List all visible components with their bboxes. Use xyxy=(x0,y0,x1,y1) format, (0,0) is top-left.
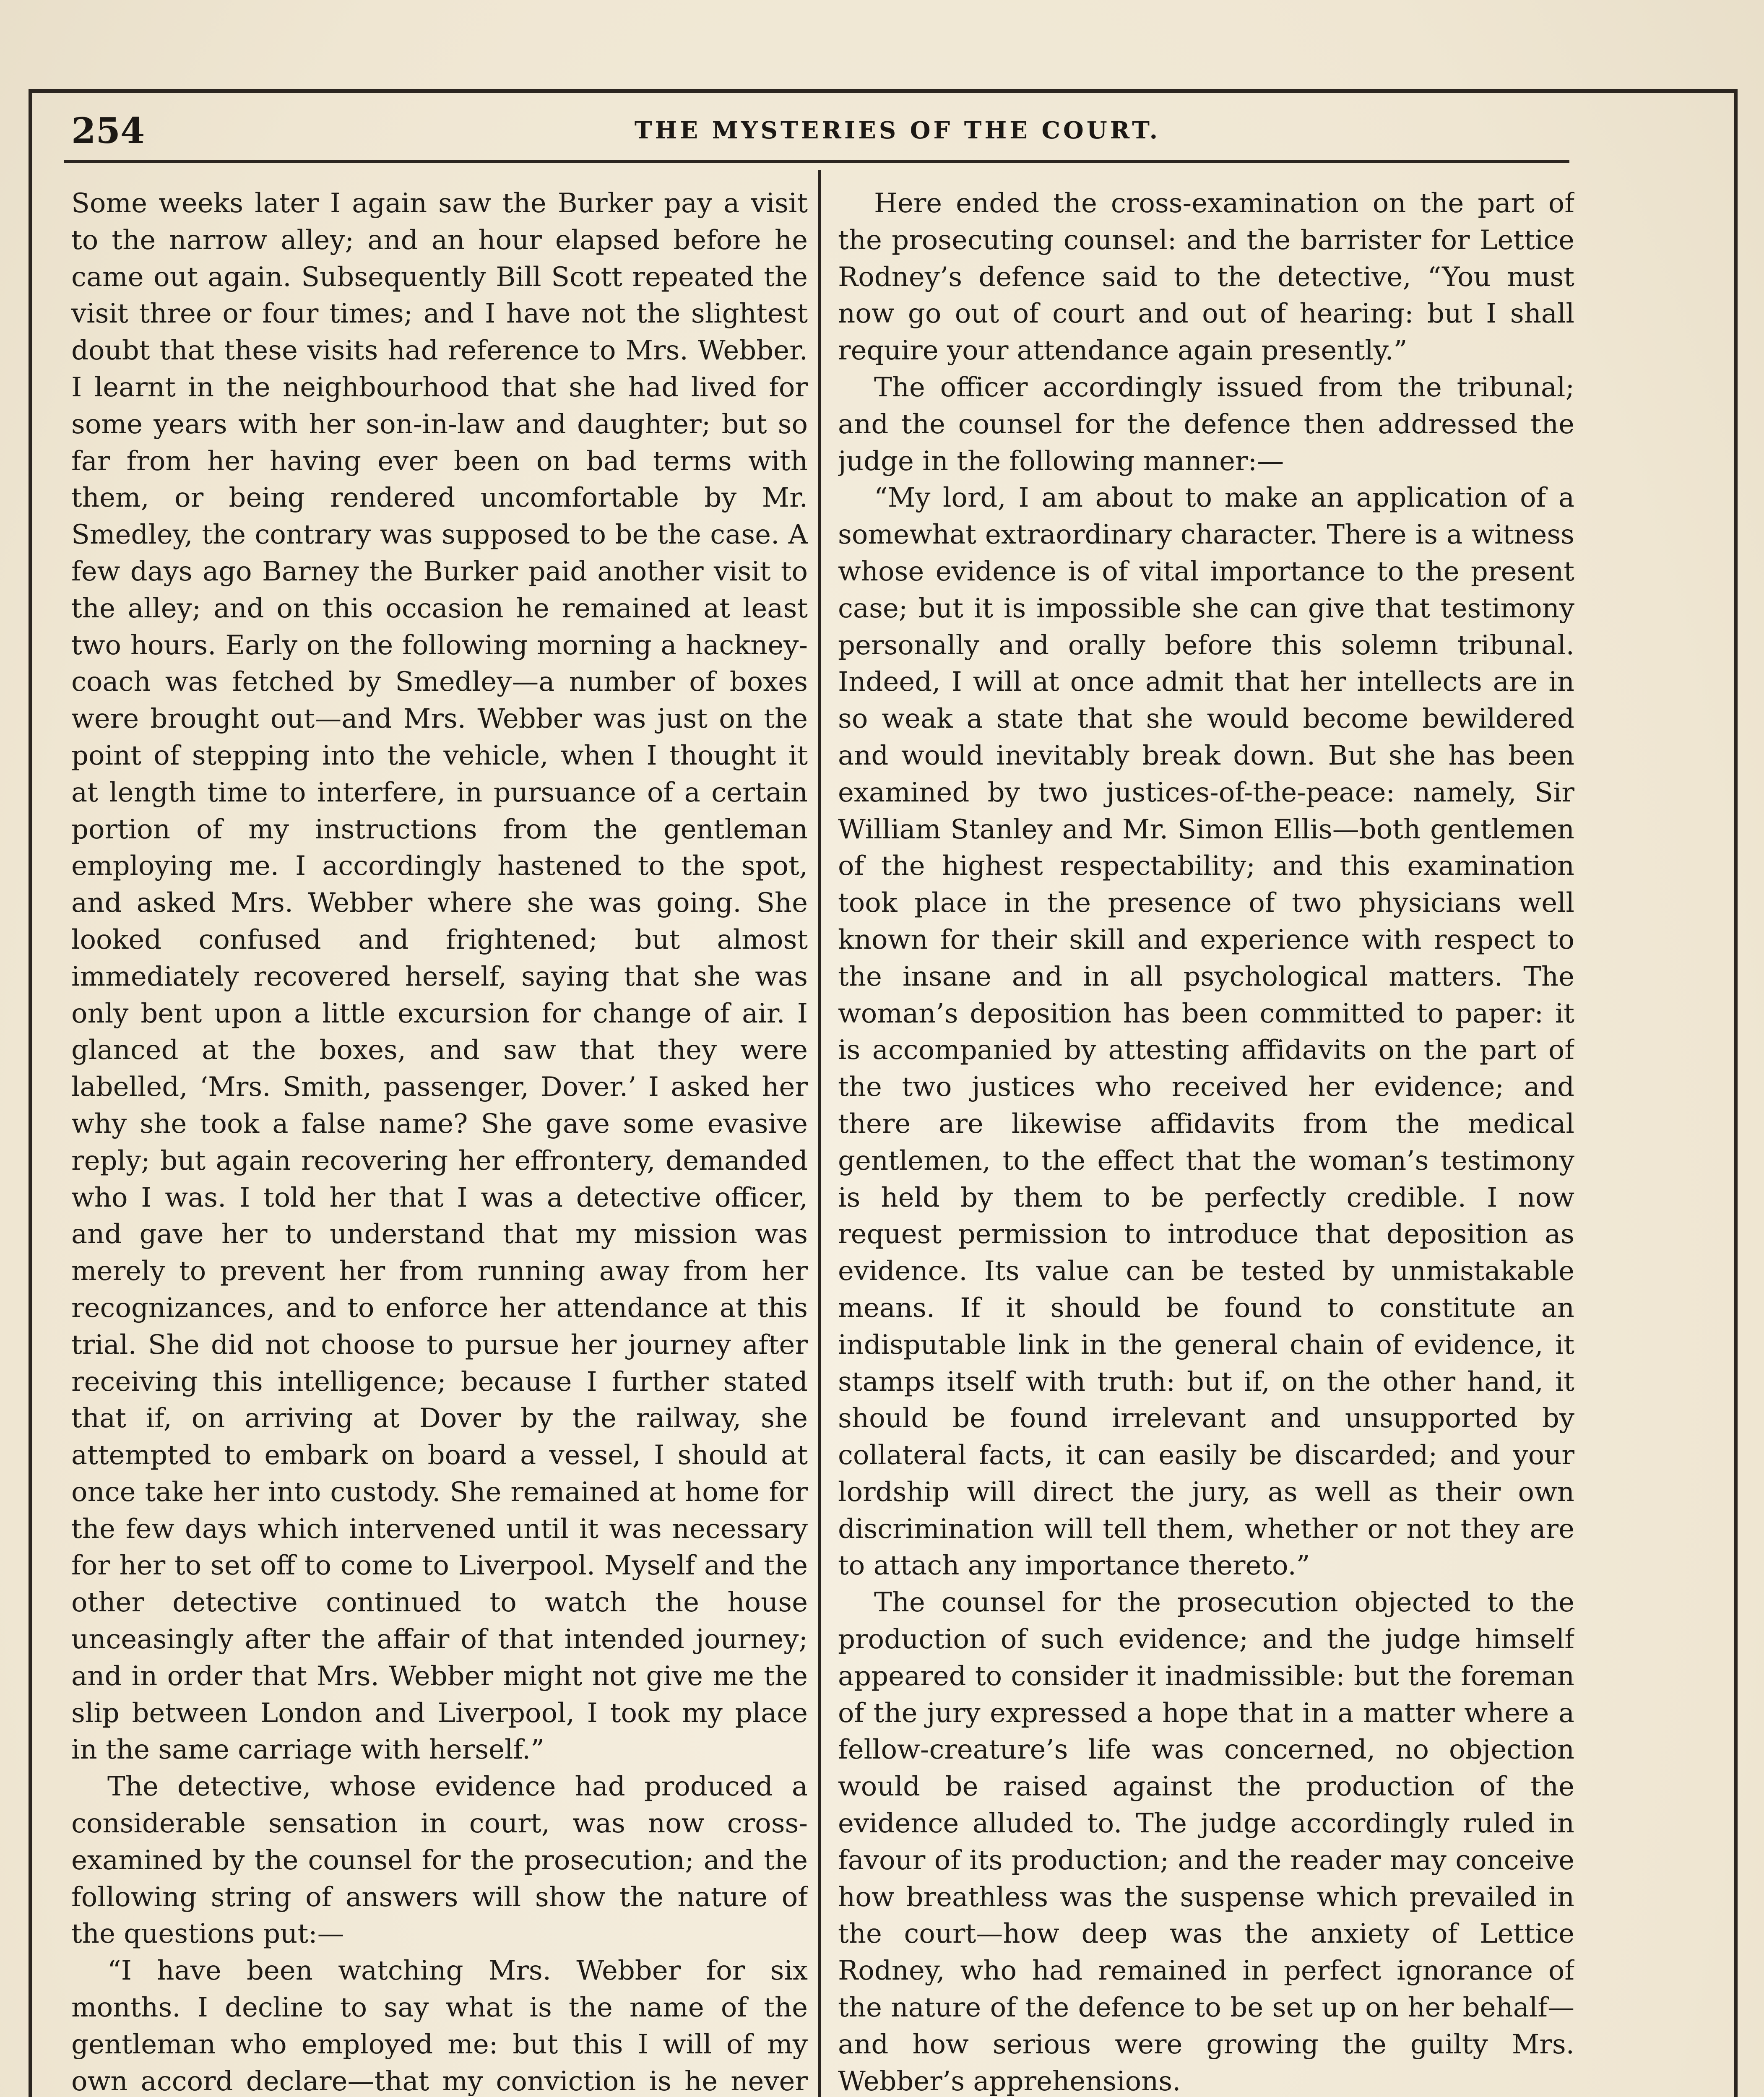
paragraph: Some weeks later I again saw the Burker pay a visit to the narrow alley; and an hour elapsed before he came out again. Subsequently Bill Scott repeated the visit three or four times; and I have not the slightest doubt that these visits had reference to Mrs. Webber. I learnt in the neighbourhood that she had lived for some years with her son-in-law and daughter; but so far from her having ever been on bad terms with them, or being rendered uncomfortable by Mr. Smedley, the contrary was supposed to be the case. A few days ago Barney the Burker paid another visit to the alley; and on this occasion he remained at least two hours. Early on the following morning a hackney-coach was fetched by Smedley—a number of boxes were brought out—and Mrs. Webber was just on the point of stepping into the vehicle, when I thought it at length time to interfere, in pursuance of a certain portion of my instructions from the gentleman employing me. I accordingly hastened to the spot, and asked Mrs. Webber where she was going. She looked confused and frightened; but almost immediately recovered herself, saying that she was only bent upon a little excursion for change of air. I glanced at the boxes, and saw that they were labelled, ‘Mrs. Smith, passenger, Dover.’ I asked her why she took a false name? She gave some evasive reply; but again recovering her effrontery, demanded who I was. I told her that I was a detective officer, and gave her to understand that my mission was merely to prevent her from running away from her recognizances, and to enforce her attendance at this trial. She did not choose to pursue her journey after receiving this intelligence; because I further stated that if, on arriving at Dover by the railway, she attempted to embark on board a vessel, I should at once take her into custody. She remained at home for the few days which intervened until it was necessary for her to set off to come to Liverpool. Myself and the other detective continued to watch the house unceasingly after the affair of that intended journey; and in order that Mrs. Webber might not give me the slip between London and Liverpool, I took my place in the same carriage with herself.” xyxy=(71,188,808,1766)
right-column xyxy=(838,185,1574,2097)
paragraph: The officer accordingly issued from the tribunal; and the counsel for the defence then addressed the judge in the following manner:— xyxy=(838,372,1574,477)
left-column xyxy=(71,185,808,2097)
header-rule xyxy=(64,160,1569,163)
page-border-left xyxy=(29,89,32,2097)
paragraph: “I have been watching Mrs. Webber for six months. I decline to say what is the name of the gentleman who employed me: but this I will of my own accord declare—that my conviction is he never xyxy=(71,1955,808,2097)
page-number: 254 xyxy=(71,110,145,151)
paragraph: The counsel for the prosecution objected to the production of such evidence; and the judge himself appeared to consider it inadmissible: but the foreman of the jury expressed a hope that in a matter where a fellow-creature’s life was concerned, no objection would be raised against the production of the evidence alluded to. The judge accordingly ruled in favour of its production; and the reader may conceive how breathless was the suspense which prevailed in the court—how deep was the anxiety of Lettice Rodney, who had remained in perfect ignorance of the nature of the defence to be set up on her behalf—and how serious were growing the guilty Mrs. Webber’s apprehensions. xyxy=(838,1587,1574,2097)
page-border-top xyxy=(29,89,1738,93)
paragraph: “My lord, I am about to make an application of a somewhat extraordinary character. There is a witness whose evidence is of vital importance to the present case; but it is impossible she can give that testimony personally and orally before this solemn tribunal. Indeed, I will at once admit that her intellects are in so weak a state that she would become bewildered and would inevitably break down. But she has been examined by two justices-of-the-peace: namely, Sir William Stanley and Mr. Simon Ellis—both gentlemen of the highest respectability; and this examination took place in the presence of two physicians well known for their skill and experience with respect to the insane and in all psychological matters. The woman’s deposition has been committed to paper: it is accompanied by attesting affidavits on the part of the two justices who received her evidence; and there are likewise affidavits from the medical gentlemen, to the effect that the woman’s testimony is held by them to be perfectly credible. I now request permission to introduce that deposition as evidence. Its value can be tested by unmistakable means. If it should be found to constitute an indisputable link in the general chain of evidence, it stamps itself with truth: but if, on the other hand, it should be found irrelevant and unsupported by collateral facts, it can easily be discarded; and your lordship will direct the jury, as well as their own discrimination will tell them, whether or not they are to attach any importance thereto.” xyxy=(838,482,1574,1582)
running-title: THE MYSTERIES OF THE COURT. xyxy=(634,117,1161,144)
paragraph: The detective, whose evidence had produced a considerable sensation in court, was now cross-examined by the counsel for the prosecution; and the following string of answers will show the nature of the questions put:— xyxy=(71,1771,808,1950)
page-border-right xyxy=(1734,89,1738,2097)
paragraph: Here ended the cross-examination on the part of the prosecuting counsel: and the barrister for Lettice Rodney’s defence said to the detective, “You must now go out of court and out of hearing: but I shall require your attendance again presently.” xyxy=(838,188,1574,367)
column-divider xyxy=(818,170,821,2097)
